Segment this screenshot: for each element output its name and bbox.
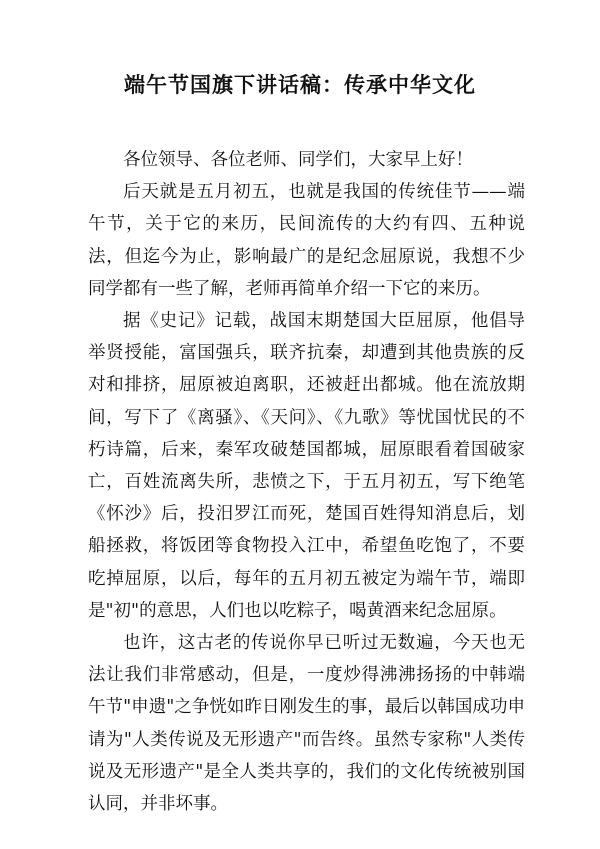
page-title: 端午节国旗下讲话稿：传承中华文化 [124,73,476,97]
speech-body [88,144,525,820]
paragraph-heritage-dispute: 也许，这古老的传说你早已听过无数遍，今天也无法让我们非常感动，但是，一度炒得沸沸扬扬的中韩端午节"申遗"之争恍如昨日刚发生的事，最后以韩国成功申请为"人类传说及无形遗产"而告终。虽然专家称"人类传说及无形遗产"是全人类共享的，我们的文化传统被别国认同，并非坏事。 [88,633,525,815]
paragraph-origin: 后天就是五月初五，也就是我国的传统佳节——端午节，关于它的来历，民间流传的大约有四、五种说法，但迄今为止，影响最广的是纪念屈原说，我想不少同学都有一些了解，老师再简单介绍一下它的来历。 [88,182,525,299]
paragraph-greeting: 各位领导、各位老师、同学们，大家早上好！ [123,150,473,170]
paragraph-qu-yuan-story: 据《史记》记载，战国末期楚国大臣屈原，他倡导举贤授能，富国强兵，联齐抗秦，却遭到其他贵族的反对和排挤，屈原被迫离职，还被赶出都城。他在流放期间，写下了《离骚》、《天问》、《九歌》等忧国忧民的不朽诗篇，后来，秦军攻破楚国都城，屈原眼看着国破家亡，百姓流离失所，悲愤之下，于五月初五，写下绝笔《怀沙》后，投汨罗江而死，楚国百姓得知消息后，划船拯救，将饭团等食物投入江中，希望鱼吃饱了，不要吃掉屈原，以后，每年的五月初五被定为端午节，端即是"初"的意思，人们也以吃粽子，喝黄酒来纪念屈原。 [88,311,525,621]
